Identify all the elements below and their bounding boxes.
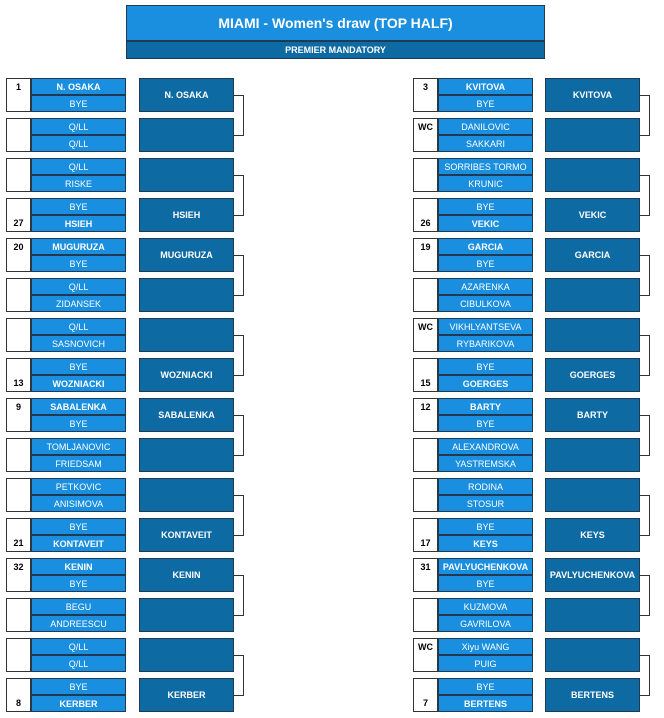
seed-label [7, 495, 30, 511]
seed-label [414, 615, 437, 631]
player-slot: KONTAVEIT [31, 535, 126, 552]
player-slot: Q/LL [31, 638, 126, 655]
second-round-slot: N. OSAKA [139, 78, 234, 112]
second-round-slot: WOZNIACKI [139, 358, 234, 392]
second-round-slot [545, 438, 640, 472]
second-round-slot: VEKIC [545, 198, 640, 232]
seed-label: 13 [13, 378, 24, 388]
match-right-13 [413, 558, 533, 592]
seed-column [6, 358, 31, 392]
match-right-1 [413, 78, 533, 112]
seed-label [7, 199, 30, 215]
player-slot: BYE [31, 358, 126, 375]
match-left-4 [6, 198, 126, 232]
bracket-connector [234, 415, 244, 456]
seed-column [413, 118, 438, 152]
second-round-slot [545, 158, 640, 192]
player-slot: Q/LL [31, 318, 126, 335]
player-slot: PUIG [438, 655, 533, 672]
seed-column [6, 238, 31, 272]
seed-column [413, 398, 438, 432]
player-slot: VEKIC [438, 215, 533, 232]
seed-label [414, 679, 437, 695]
seed-label [7, 599, 30, 615]
second-round-slot: KENIN [139, 558, 234, 592]
match-right-3 [413, 158, 533, 192]
seed-label [414, 415, 437, 431]
bracket-connector [640, 415, 650, 456]
player-slot: GAVRILOVA [438, 615, 533, 632]
player-slot: BYE [31, 198, 126, 215]
seed-label [414, 359, 437, 375]
seed-column [413, 678, 438, 712]
second-round-slot [139, 438, 234, 472]
player-slot: BYE [31, 415, 126, 432]
player-slot: Q/LL [31, 278, 126, 295]
player-slot: BYE [438, 255, 533, 272]
seed-label [414, 439, 437, 455]
match-left-6 [6, 278, 126, 312]
player-slot: PAVLYUCHENKOVA [438, 558, 533, 575]
seed-label [7, 519, 30, 535]
seed-column [413, 598, 438, 632]
player-slot: BYE [31, 518, 126, 535]
seed-column [413, 478, 438, 512]
player-slot: VIKHLYANTSEVA [438, 318, 533, 335]
second-round-slot: SABALENKA [139, 398, 234, 432]
seed-column [413, 198, 438, 232]
seed-column [6, 398, 31, 432]
seed-column [413, 318, 438, 352]
player-slot: BYE [31, 255, 126, 272]
player-slot: KUZMOVA [438, 598, 533, 615]
player-slot: ANDREESCU [31, 615, 126, 632]
seed-label [414, 335, 437, 351]
player-slot: STOSUR [438, 495, 533, 512]
seed-column [413, 78, 438, 112]
player-slot: WOZNIACKI [31, 375, 126, 392]
player-slot: Xiyu WANG [438, 638, 533, 655]
seed-label [7, 335, 30, 351]
player-slot: KEYS [438, 535, 533, 552]
seed-label [7, 359, 30, 375]
match-right-2 [413, 118, 533, 152]
player-slot: Q/LL [31, 118, 126, 135]
seed-label [414, 135, 437, 151]
bracket-connector [640, 495, 650, 536]
seed-label [7, 655, 30, 671]
seed-column [6, 438, 31, 472]
player-slot: FRIEDSAM [31, 455, 126, 472]
seed-label [414, 495, 437, 511]
second-round-slot: KONTAVEIT [139, 518, 234, 552]
match-right-11 [413, 478, 533, 512]
player-slot: RYBARIKOVA [438, 335, 533, 352]
match-right-6 [413, 278, 533, 312]
second-round-slot: BERTENS [545, 678, 640, 712]
bracket-connector [640, 255, 650, 296]
seed-column [6, 678, 31, 712]
seed-label [7, 639, 30, 655]
seed-label [7, 175, 30, 191]
player-slot: KERBER [31, 695, 126, 712]
seed-label [414, 599, 437, 615]
match-left-9 [6, 398, 126, 432]
second-round-slot: KVITOVA [545, 78, 640, 112]
player-slot: CIBULKOVA [438, 295, 533, 312]
seed-column [6, 158, 31, 192]
second-round-slot: PAVLYUCHENKOVA [545, 558, 640, 592]
second-round-slot: GARCIA [545, 238, 640, 272]
seed-label [7, 415, 30, 431]
second-round-slot [139, 638, 234, 672]
match-right-8 [413, 358, 533, 392]
match-right-4 [413, 198, 533, 232]
player-slot: BYE [438, 678, 533, 695]
bracket-connector [234, 495, 244, 536]
player-slot: TOMLJANOVIC [31, 438, 126, 455]
player-slot: DANILOVIC [438, 118, 533, 135]
seed-label: 8 [15, 698, 21, 708]
seed-column [6, 598, 31, 632]
seed-column [413, 638, 438, 672]
match-left-7 [6, 318, 126, 352]
second-round-slot [139, 278, 234, 312]
seed-label: 17 [420, 538, 431, 548]
second-round-slot [139, 318, 234, 352]
player-slot: BYE [438, 358, 533, 375]
match-right-14 [413, 598, 533, 632]
seed-column [6, 518, 31, 552]
player-slot: Q/LL [31, 655, 126, 672]
bracket-connector [234, 255, 244, 296]
player-slot: SORRIBES TORMO [438, 158, 533, 175]
seed-label [7, 439, 30, 455]
seed-label: 31 [420, 562, 431, 572]
second-round-slot: MUGURUZA [139, 238, 234, 272]
seed-label [7, 575, 30, 591]
second-round-slot [545, 598, 640, 632]
seed-column [6, 558, 31, 592]
seed-label [7, 319, 30, 335]
bracket-connector [234, 575, 244, 616]
player-slot: AZARENKA [438, 278, 533, 295]
bracket-connector [234, 335, 244, 376]
seed-label [7, 455, 30, 471]
player-slot: N. OSAKA [31, 78, 126, 95]
seed-column [413, 518, 438, 552]
seed-column [6, 318, 31, 352]
seed-label [7, 95, 30, 111]
seed-label [414, 175, 437, 191]
seed-label: WC [418, 122, 433, 132]
match-right-15 [413, 638, 533, 672]
seed-label: 21 [13, 538, 24, 548]
bracket-connector [234, 655, 244, 696]
seed-label [414, 655, 437, 671]
seed-label: 15 [420, 378, 431, 388]
player-slot: SABALENKA [31, 398, 126, 415]
player-slot: BYE [438, 518, 533, 535]
seed-column [6, 78, 31, 112]
match-right-12 [413, 518, 533, 552]
player-slot: BERTENS [438, 695, 533, 712]
player-slot: BYE [31, 575, 126, 592]
second-round-slot: BARTY [545, 398, 640, 432]
second-round-slot: HSIEH [139, 198, 234, 232]
player-slot: BEGU [31, 598, 126, 615]
second-round-slot [545, 318, 640, 352]
seed-label [7, 479, 30, 495]
second-round-slot [545, 118, 640, 152]
player-slot: Q/LL [31, 158, 126, 175]
seed-label [414, 279, 437, 295]
player-slot: ALEXANDROVA [438, 438, 533, 455]
second-round-slot [545, 638, 640, 672]
seed-label [7, 679, 30, 695]
seed-label: WC [418, 642, 433, 652]
second-round-slot: KERBER [139, 678, 234, 712]
match-left-16 [6, 678, 126, 712]
seed-label: 9 [15, 402, 21, 412]
seed-column [6, 198, 31, 232]
seed-column [6, 478, 31, 512]
seed-label: WC [418, 322, 433, 332]
seed-column [413, 438, 438, 472]
player-slot: ZIDANSEK [31, 295, 126, 312]
seed-label: 26 [420, 218, 431, 228]
seed-label [414, 575, 437, 591]
match-left-2 [6, 118, 126, 152]
match-left-13 [6, 558, 126, 592]
match-left-14 [6, 598, 126, 632]
match-left-10 [6, 438, 126, 472]
second-round-slot [139, 158, 234, 192]
seed-label [7, 159, 30, 175]
match-right-9 [413, 398, 533, 432]
match-left-1 [6, 78, 126, 112]
seed-label: 32 [13, 562, 24, 572]
seed-column [413, 238, 438, 272]
seed-label [7, 135, 30, 151]
player-slot: PETKOVIC [31, 478, 126, 495]
second-round-slot [139, 118, 234, 152]
seed-column [413, 278, 438, 312]
player-slot: BYE [31, 95, 126, 112]
match-right-10 [413, 438, 533, 472]
bracket-connector [234, 175, 244, 216]
bracket-connector [640, 175, 650, 216]
seed-label [7, 119, 30, 135]
seed-label [414, 95, 437, 111]
seed-column [413, 358, 438, 392]
seed-label: 1 [15, 82, 21, 92]
seed-label: 7 [422, 698, 428, 708]
seed-label [414, 199, 437, 215]
player-slot: BYE [438, 415, 533, 432]
player-slot: GOERGES [438, 375, 533, 392]
seed-column [6, 638, 31, 672]
seed-label [7, 279, 30, 295]
player-slot: KVITOVA [438, 78, 533, 95]
player-slot: RODINA [438, 478, 533, 495]
tournament-category: PREMIER MANDATORY [126, 41, 545, 59]
match-right-5 [413, 238, 533, 272]
second-round-slot: GOERGES [545, 358, 640, 392]
seed-column [413, 558, 438, 592]
player-slot: RISKE [31, 175, 126, 192]
second-round-slot: KEYS [545, 518, 640, 552]
player-slot: HSIEH [31, 215, 126, 232]
seed-label [414, 255, 437, 271]
second-round-slot [139, 478, 234, 512]
second-round-slot [545, 278, 640, 312]
player-slot: KRUNIC [438, 175, 533, 192]
seed-column [413, 158, 438, 192]
player-slot: Q/LL [31, 135, 126, 152]
seed-column [6, 278, 31, 312]
match-right-16 [413, 678, 533, 712]
bracket-connector [234, 95, 244, 136]
seed-label: 20 [13, 242, 24, 252]
player-slot: KENIN [31, 558, 126, 575]
seed-label: 12 [420, 402, 431, 412]
match-right-7 [413, 318, 533, 352]
match-left-15 [6, 638, 126, 672]
seed-label [7, 615, 30, 631]
match-left-12 [6, 518, 126, 552]
seed-label [7, 295, 30, 311]
seed-label [414, 479, 437, 495]
player-slot: MUGURUZA [31, 238, 126, 255]
player-slot: ANISIMOVA [31, 495, 126, 512]
second-round-slot [545, 478, 640, 512]
match-left-11 [6, 478, 126, 512]
player-slot: SASNOVICH [31, 335, 126, 352]
match-left-3 [6, 158, 126, 192]
player-slot: SAKKARI [438, 135, 533, 152]
player-slot: GARCIA [438, 238, 533, 255]
match-left-8 [6, 358, 126, 392]
draw-title: MIAMI - Women's draw (TOP HALF) [126, 5, 545, 41]
player-slot: BYE [438, 95, 533, 112]
bracket-connector [640, 575, 650, 616]
seed-label [414, 159, 437, 175]
bracket-connector [640, 335, 650, 376]
seed-label [414, 519, 437, 535]
bracket-connector [640, 655, 650, 696]
seed-label: 3 [422, 82, 428, 92]
bracket-connector [640, 95, 650, 136]
seed-label [414, 455, 437, 471]
second-round-slot [139, 598, 234, 632]
seed-column [6, 118, 31, 152]
player-slot: BYE [438, 198, 533, 215]
player-slot: BYE [438, 575, 533, 592]
seed-label [7, 255, 30, 271]
seed-label: 27 [13, 218, 24, 228]
match-left-5 [6, 238, 126, 272]
player-slot: YASTREMSKA [438, 455, 533, 472]
player-slot: BARTY [438, 398, 533, 415]
seed-label [414, 295, 437, 311]
player-slot: BYE [31, 678, 126, 695]
seed-label: 19 [420, 242, 431, 252]
